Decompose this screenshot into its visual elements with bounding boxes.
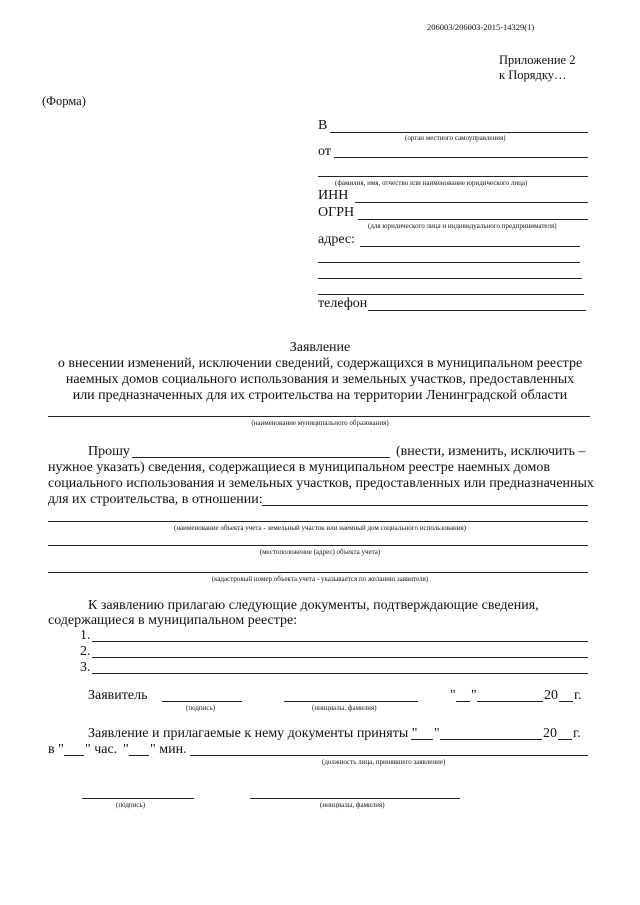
authority-line[interactable] bbox=[330, 132, 588, 133]
appendix-line-1: Приложение 2 bbox=[499, 53, 576, 67]
statement-title-line-1: о внесении изменений, исключении сведений, содержащихся в муниципальном реестре bbox=[57, 356, 583, 371]
accepted-hour-line[interactable] bbox=[64, 755, 84, 756]
request-action-line[interactable] bbox=[132, 457, 390, 458]
form-label: (Форма) bbox=[42, 94, 86, 108]
accepted-year-prefix: 20 bbox=[543, 726, 557, 741]
attachment-line-1[interactable] bbox=[92, 641, 588, 642]
request-suffix: (внести, изменить, исключить – bbox=[396, 444, 586, 459]
applicant-initials-line[interactable] bbox=[284, 701, 418, 702]
authority-caption: (орган местного самоуправления) bbox=[405, 134, 506, 142]
address-label: адрес: bbox=[318, 232, 356, 247]
request-prefix: Прошу bbox=[88, 444, 130, 459]
attachment-line-3[interactable] bbox=[92, 673, 588, 674]
applicant-date-quote-open: " bbox=[450, 688, 456, 703]
accepted-signature-caption: (подпись) bbox=[116, 801, 146, 809]
accepted-year-suffix: г. bbox=[573, 726, 581, 741]
ogrn-line[interactable] bbox=[358, 219, 588, 220]
accepted-initials-line[interactable] bbox=[250, 798, 460, 799]
from-prefix: от bbox=[318, 144, 331, 159]
attachment-number-3: 3. bbox=[80, 660, 91, 675]
attachments-line-1: К заявлению прилагаю следующие документы, подтверждающие сведения, bbox=[88, 598, 539, 613]
from-caption: (фамилия, имя, отчество или наименование юридического лица) bbox=[335, 179, 528, 187]
applicant-month-line[interactable] bbox=[477, 701, 543, 702]
object-name-caption: (наименование объекта учета - земельный участок или наемный дом социального использования) bbox=[173, 524, 466, 532]
municipality-line[interactable] bbox=[48, 416, 590, 417]
accepted-day-line[interactable] bbox=[411, 739, 433, 740]
statement-heading: Заявление bbox=[289, 340, 351, 355]
applicant-label: Заявитель bbox=[88, 688, 148, 703]
address-line-4[interactable] bbox=[318, 294, 584, 295]
document-id: 206003/206003-2015-14329(1) bbox=[427, 22, 535, 32]
accepted-time-prefix: в " bbox=[48, 742, 64, 757]
inn-label: ИНН bbox=[318, 188, 349, 203]
ogrn-label: ОГРН bbox=[318, 205, 355, 220]
applicant-day-line[interactable] bbox=[456, 701, 470, 702]
address-line-1[interactable] bbox=[360, 246, 580, 247]
appendix-line-2: к Порядку… bbox=[499, 68, 567, 82]
cadastral-number-line[interactable] bbox=[48, 572, 588, 573]
request-line-3: социального использования и земельных участков, предоставленных или предназначенных bbox=[48, 476, 594, 491]
applicant-year-suffix: г. bbox=[574, 688, 582, 703]
object-location-line[interactable] bbox=[48, 545, 588, 546]
applicant-initials-caption: (инициалы, фамилия) bbox=[312, 704, 377, 712]
attachment-line-2[interactable] bbox=[92, 657, 588, 658]
from-line-2[interactable] bbox=[318, 176, 588, 177]
accepted-minute-label: " мин. bbox=[150, 742, 187, 757]
statement-title-line-2: наемных домов социального использования и земельных участков, предоставленных bbox=[65, 372, 575, 387]
applicant-signature-line[interactable] bbox=[162, 701, 242, 702]
inn-line[interactable] bbox=[355, 202, 588, 203]
accepted-year-line[interactable] bbox=[558, 739, 572, 740]
accepted-month-line[interactable] bbox=[440, 739, 542, 740]
attachments-line-2: содержащиеся в муниципальном реестре: bbox=[48, 613, 298, 628]
accepted-position-caption: (должность лица, принявшего заявление) bbox=[322, 758, 446, 766]
phone-line[interactable] bbox=[368, 310, 586, 311]
request-line-4: для их строительства, в отношении: bbox=[48, 492, 263, 507]
phone-label: телефон bbox=[318, 296, 368, 311]
from-line-1[interactable] bbox=[334, 157, 588, 158]
applicant-year-line[interactable] bbox=[559, 701, 573, 702]
accepted-initials-caption: (инициалы, фамилия) bbox=[320, 801, 385, 809]
accepted-position-line[interactable] bbox=[190, 755, 588, 756]
accepted-hour-label: " час. bbox=[85, 742, 118, 757]
applicant-signature-caption: (подпись) bbox=[186, 704, 216, 712]
accepted-signature-line[interactable] bbox=[82, 798, 194, 799]
object-name-line[interactable] bbox=[48, 521, 588, 522]
cadastral-number-caption: (кадастровый номер объекта учета - указывается по желанию заявителя) bbox=[211, 575, 429, 583]
object-location-caption: (местоположение (адрес) объекта учета) bbox=[259, 548, 381, 556]
attachment-number-2: 2. bbox=[80, 644, 91, 659]
request-subject-line[interactable] bbox=[262, 505, 588, 506]
accepted-text: Заявление и прилагаемые к нему документы приняты " bbox=[88, 726, 418, 741]
accepted-quote-close: " bbox=[434, 726, 440, 741]
to-prefix: В bbox=[318, 118, 328, 133]
request-line-2: нужное указать) сведения, содержащиеся в муниципальном реестре наемных домов bbox=[48, 460, 550, 475]
ogrn-caption: (для юридического лица и индивидуального предпринимателя) bbox=[368, 222, 557, 230]
applicant-year-prefix: 20 bbox=[544, 688, 558, 703]
address-line-2[interactable] bbox=[318, 262, 580, 263]
municipality-caption: (наименование муниципального образования) bbox=[251, 419, 389, 427]
address-line-3[interactable] bbox=[318, 278, 582, 279]
attachment-number-1: 1. bbox=[80, 628, 91, 643]
statement-title-line-3: или предназначенных для их строительства на территории Ленинградской области bbox=[72, 388, 568, 403]
accepted-minute-line[interactable] bbox=[129, 755, 149, 756]
accepted-min-quote-open: " bbox=[123, 742, 129, 757]
applicant-date-quote-close: " bbox=[471, 688, 477, 703]
